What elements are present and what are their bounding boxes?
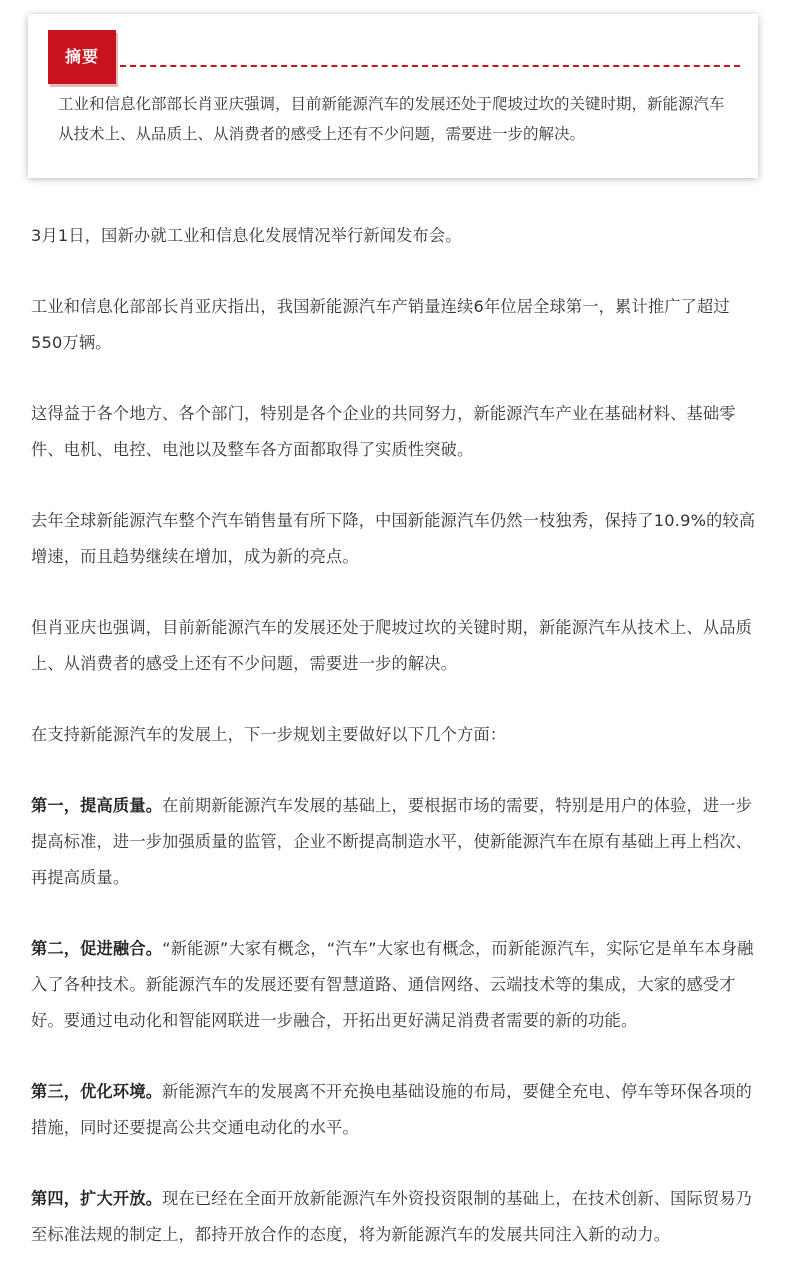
summary-divider — [120, 65, 740, 67]
point-lead: 第三，优化环境。 — [31, 1082, 163, 1101]
point-lead: 第四，扩大开放。 — [31, 1189, 163, 1208]
paragraph-breakthroughs: 这得益于各个地方、各个部门，特别是各个企业的共同努力，新能源汽车产业在基础材料、基础零件、电机、电控、电池以及整车各方面都取得了实质性突破。 — [31, 404, 736, 459]
summary-tag: 摘要 — [48, 30, 116, 84]
paragraph-growth: 去年全球新能源汽车整个汽车销售量有所下降，中国新能源汽车仍然一枝独秀，保持了10.9%的较高增速，而且趋势继续在增加，成为新的亮点。 — [31, 511, 756, 566]
paragraph-plan-intro: 在支持新能源汽车的发展上，下一步规划主要做好以下几个方面： — [31, 725, 507, 744]
summary-card — [28, 14, 758, 178]
point-lead: 第二，促进融合。 — [31, 939, 163, 958]
paragraph-critical-period: 但肖亚庆也强调，目前新能源汽车的发展还处于爬坡过坎的关键时期，新能源汽车从技术上、从品质上、从消费者的感受上还有不少问题，需要进一步的解决。 — [31, 618, 753, 673]
paragraph-point-quality — [31, 788, 757, 896]
point-text: 在前期新能源汽车发展的基础上，要根据市场的需要，特别是用户的体验，进一步提高标准，进一步加强质量的监管，企业不断提高制造水平，使新能源汽车在原有基础上再上档次、再提高质量。 — [31, 796, 753, 887]
point-text: “新能源”大家有概念，“汽车”大家也有概念，而新能源汽车，实际它是单车本身融入了各种技术。新能源汽车的发展还要有智慧道路、通信网络、云端技术等的集成，大家的感受才好。要通过电动化和智能网联进一步融合，开拓出更好满足消费者需要的新的功能。 — [31, 939, 754, 1030]
paragraph-point-integration — [31, 931, 757, 1039]
paragraph-point-opening — [31, 1181, 757, 1253]
article-body — [31, 218, 757, 1288]
point-text: 现在已经在全面开放新能源汽车外资投资限制的基础上，在技术创新、国际贸易乃至标准法规的制定上，都持开放合作的态度，将为新能源汽车的发展共同注入新的动力。 — [31, 1189, 753, 1244]
paragraph-point-environment — [31, 1074, 757, 1146]
point-text: 新能源汽车的发展离不开充换电基础设施的布局，要健全充电、停车等环保各项的措施，同时还要提高公共交通电动化的水平。 — [31, 1082, 753, 1137]
paragraph-sales-ranking: 工业和信息化部部长肖亚庆指出，我国新能源汽车产销量连续6年位居全球第一，累计推广了超过550万辆。 — [31, 297, 730, 352]
point-lead: 第一，提高质量。 — [31, 796, 163, 815]
summary-text: 工业和信息化部部长肖亚庆强调，目前新能源汽车的发展还处于爬坡过坎的关键时期，新能源汽车从技术上、从品质上、从消费者的感受上还有不少问题，需要进一步的解决。 — [58, 95, 725, 143]
paragraph-press-conference: 3月1日，国新办就工业和信息化发展情况举行新闻发布会。 — [31, 226, 462, 245]
